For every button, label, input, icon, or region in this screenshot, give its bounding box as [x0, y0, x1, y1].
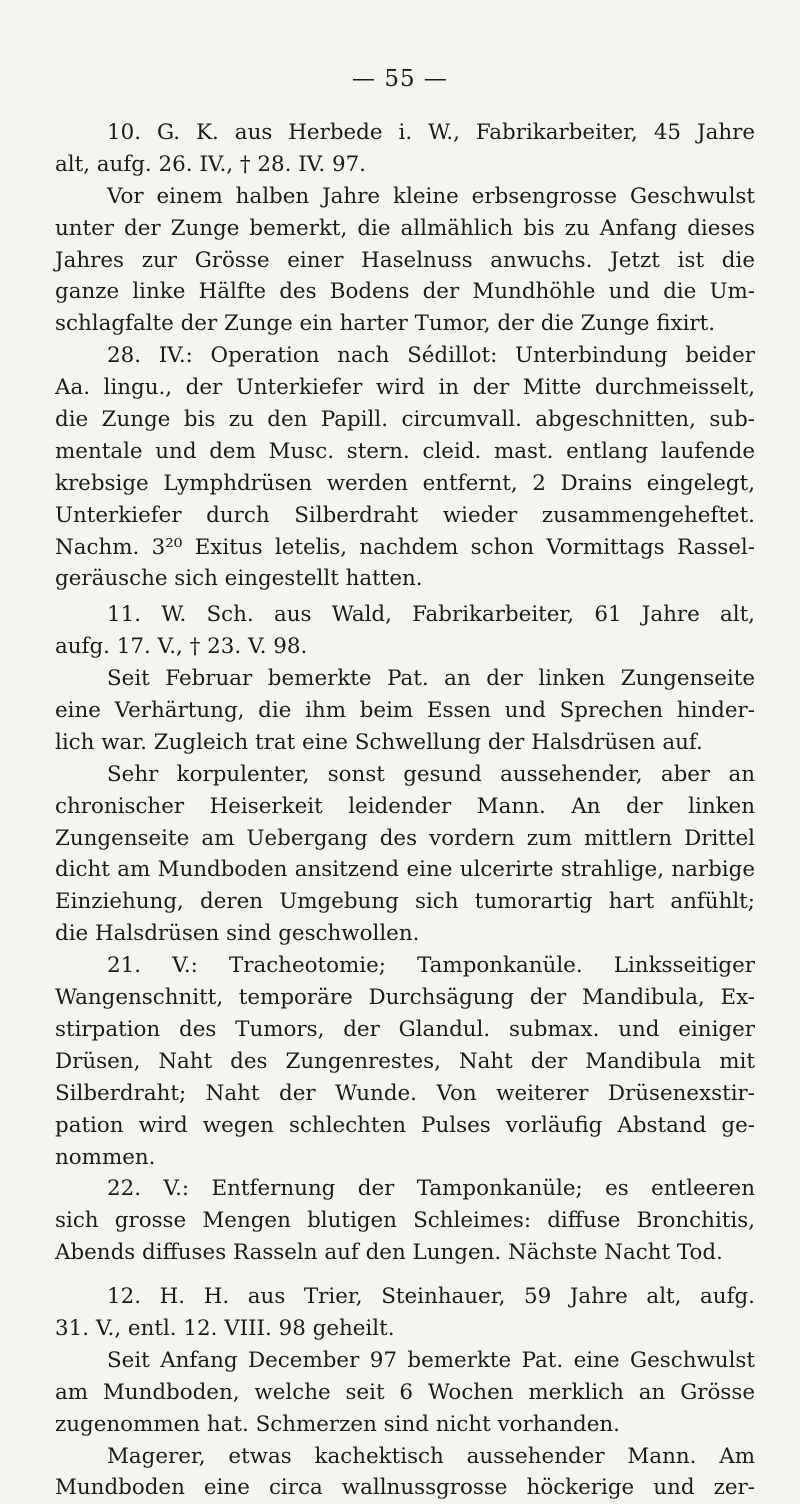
text-line: 22. V.: Entfernung der Tamponkanüle; es entleeren	[107, 1176, 755, 1202]
text-line: Silberdraht; Naht der Wunde. Von weiterer Drüsenexstir-	[55, 1080, 755, 1106]
text-line: nommen.	[55, 1144, 156, 1170]
text-line: dicht am Mundboden ansitzend eine ulcerirte strahlige, narbige	[55, 857, 755, 883]
text-line: ganze linke Hälfte des Bodens der Mundhöhle und die Um-	[55, 279, 755, 305]
text-line: 11. W. Sch. aus Wald, Fabrikarbeiter, 61 Jahre alt,	[107, 602, 755, 628]
text-line: Nachm. 3²⁰ Exitus letelis, nachdem schon Vormittags Rassel-	[55, 534, 755, 560]
text-line: Jahres zur Grösse einer Haselnuss anwuchs. Jetzt ist die	[55, 247, 755, 273]
text-line: Wangenschnitt, temporäre Durchsägung der Mandibula, Ex-	[55, 985, 755, 1011]
text-line: 10. G. K. aus Herbede i. W., Fabrikarbeiter, 45 Jahre	[107, 120, 755, 145]
text-line: Drüsen, Naht des Zungenrestes, Naht der Mandibula mit	[55, 1048, 755, 1074]
text-line: Vor einem halben Jahre kleine erbsengrosse Geschwulst	[107, 183, 755, 209]
text-line: 28. IV.: Operation nach Sédillot: Unterbindung beider	[107, 343, 755, 369]
text-line: alt, aufg. 26. IV., † 28. IV. 97.	[55, 151, 366, 177]
text-line: aufg. 17. V., † 23. V. 98.	[55, 634, 308, 660]
page-number: — 55 —	[352, 66, 448, 92]
text-line: sich grosse Mengen blutigen Schleimes: diffuse Bronchitis,	[55, 1208, 755, 1234]
text-line: zugenommen hat. Schmerzen sind nicht vorhanden.	[55, 1411, 620, 1437]
text-line: Zungenseite am Uebergang des vordern zum mittlern Drittel	[55, 825, 755, 851]
text-line: die Zunge bis zu den Papill. circumvall. abgeschnitten, sub-	[55, 407, 755, 433]
text-line: geräusche sich eingestellt hatten.	[55, 566, 423, 592]
text-line: am Mundboden, welche seit 6 Wochen merklich an Grösse	[55, 1379, 755, 1405]
text-line: Abends diffuses Rasseln auf den Lungen. Nächste Nacht Tod.	[55, 1240, 723, 1266]
text-line: unter der Zunge bemerkt, die allmählich bis zu Anfang dieses	[55, 215, 755, 241]
text-line: Unterkiefer durch Silberdraht wieder zusammengeheftet.	[55, 502, 755, 528]
text-line: Sehr korpulenter, sonst gesund aussehender, aber an	[107, 761, 755, 787]
text-line: schlagfalte der Zunge ein harter Tumor, der die Zunge fixirt.	[55, 311, 716, 337]
text-line: Seit Februar bemerkte Pat. an der linken Zungenseite	[107, 666, 755, 692]
text-line: Magerer, etwas kachektisch aussehender Mann. Am	[107, 1443, 755, 1469]
text-line: Mundboden eine circa wallnussgrosse höckerige und zer-	[55, 1475, 755, 1501]
body-text	[55, 117, 755, 1504]
text-line: die Halsdrüsen sind geschwollen.	[55, 921, 420, 947]
text-line: mentale und dem Musc. stern. cleid. mast. entlang laufende	[55, 438, 755, 464]
text-line: 21. V.: Tracheotomie; Tamponkanüle. Linksseitiger	[107, 953, 755, 979]
text-line: 31. V., entl. 12. VIII. 98 geheilt.	[55, 1315, 395, 1341]
text-line: stirpation des Tumors, der Glandul. submax. und einiger	[55, 1016, 755, 1042]
text-line: lich war. Zugleich trat eine Schwellung der Halsdrüsen auf.	[55, 729, 703, 755]
text-line: chronischer Heiserkeit leidender Mann. An der linken	[55, 793, 755, 819]
text-line: eine Verhärtung, die ihm beim Essen und Sprechen hinder-	[55, 698, 755, 724]
text-line: krebsige Lymphdrüsen werden entfernt, 2 Drains eingelegt,	[55, 470, 755, 496]
text-line: Aa. lingu., der Unterkiefer wird in der Mitte durchmeisselt,	[55, 375, 755, 401]
text-line: 12. H. H. aus Trier, Steinhauer, 59 Jahre alt, aufg.	[107, 1284, 755, 1310]
text-line: Seit Anfang December 97 bemerkte Pat. eine Geschwulst	[107, 1347, 755, 1373]
text-line: Einziehung, deren Umgebung sich tumorartig hart anfühlt;	[55, 889, 755, 915]
text-line: pation wird wegen schlechten Pulses vorläufig Abstand ge-	[55, 1112, 755, 1138]
